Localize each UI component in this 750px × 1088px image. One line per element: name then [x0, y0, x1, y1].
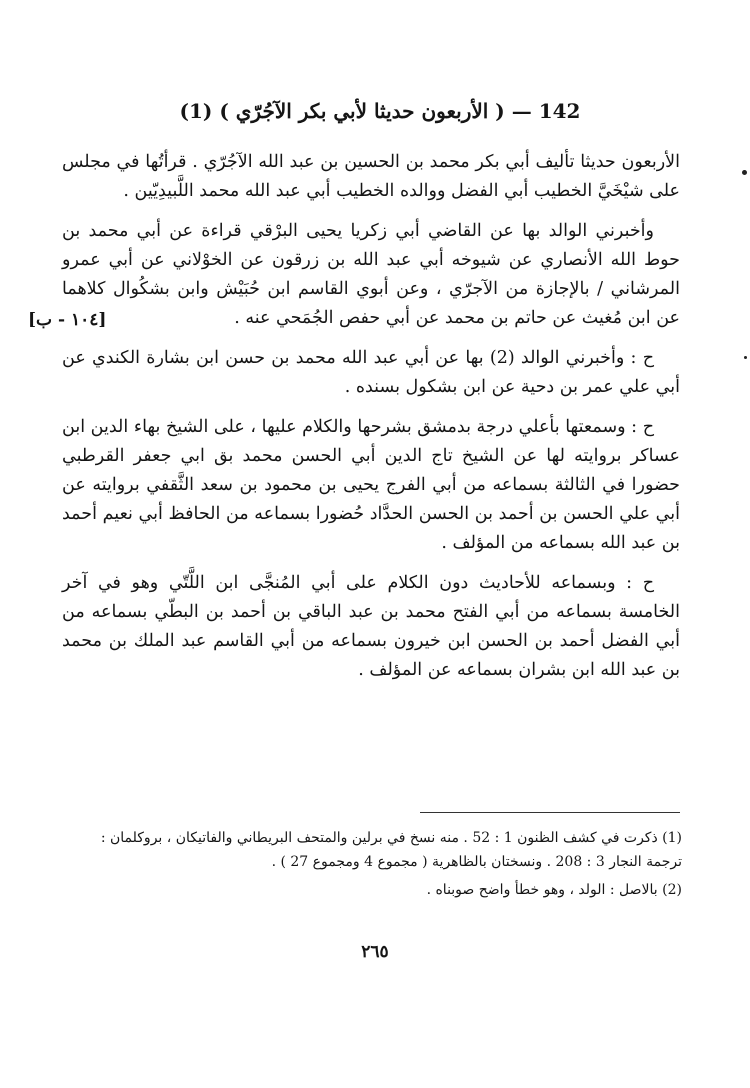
paragraph-chain-1: وأخبرني الوالد بها عن القاضي أبي زكريا يحيى البرْقي قراءة عن أبي محمد بن حوط الله الأنصاري عن شيوخه أبي عبد الله بن زرقون عن الخوْلاني عن أبي عمرو المرشاني / بالإجازة من الآجرّي ، وعن أبوي القاسم ابن حُبَيْش وابن بشكُوال كلاهما عن ابن مُغيث عن حاتم بن محمد عن أبي حفص الجُمَحي عنه .: [62, 221, 680, 328]
main-text: [62, 148, 680, 696]
paragraph-chain-3: ح : وسمعتها بأعلي درجة بدمشق بشرحها والكلام عليها ، على الشيخ بهاء الدين ابن عساكر بروايته لها عن الشيخ تاج الدين أبي الحسن محمد بق ابي جعفر القرطبي حضورا في الثالثة بسماعه من أبي الفرج يحيى بن محمود بن سعد الثَّقفي بروايته عن أبي علي الحسن بن أحمد بن الحسن الحدَّاد حُضورا بسماعه من الحافظ أبي نعيم أحمد بن عبد الله بسماعه من المؤلف .: [62, 417, 680, 553]
section-heading: 142 — ( الأربعون حديثا لأبي بكر الآجُرّي ) (1): [179, 99, 581, 123]
page-number: ٢٦٥: [361, 942, 389, 962]
footnote-divider: [420, 812, 680, 813]
footnotes: [62, 826, 682, 906]
footnote-1: (1) ذكرت في كشف الظنون 1 : 52 . منه نسخ في برلين والمتحف البريطاني والفاتيكان ، بروكلمان : ترجمة النجار 3 : 208 . ونسختان بالظاهرية ( مجموع 4 ومجموع 27 ) .: [100, 830, 682, 870]
scan-mark: [742, 170, 747, 175]
paragraph-chain-4: ح : وبسماعه للأحاديث دون الكلام على أبي المُنجَّى ابن اللَّتّي وهو في آخر الخامسة بسماعه من أبي الفتح محمد بن عبد الباقي بن أحمد بن البطّي بسماعه من أبي الفضل أحمد بن الحسن ابن خيرون بسماعه من أبي القاسم عبد الملك بن محمد بن عبد الله ابن بشران بسماعه عن المؤلف .: [62, 573, 680, 680]
paragraph-intro: الأربعون حديثا تأليف أبي بكر محمد بن الحسين بن عبد الله الآجُرّي . قرأتُها في مجلس على شيْخَيَّ الخطيب أبي الفضل ووالده الخطيب أبي عبد الله محمد اللَّبيدِيّين .: [62, 152, 680, 201]
scan-mark: [744, 356, 747, 359]
manuscript-folio-note: [١٠٤ - ب]: [28, 310, 107, 330]
footnote-2: (2) بالاصل : الولد ، وهو خطأ واضح صوبناه .: [426, 882, 682, 898]
paragraph-chain-2: ح : وأخبرني الوالد (2) بها عن أبي عبد الله محمد بن حسن ابن بشارة الكندي عن أبي علي عمر بن دحية عن ابن بشكول بسنده .: [62, 348, 680, 397]
